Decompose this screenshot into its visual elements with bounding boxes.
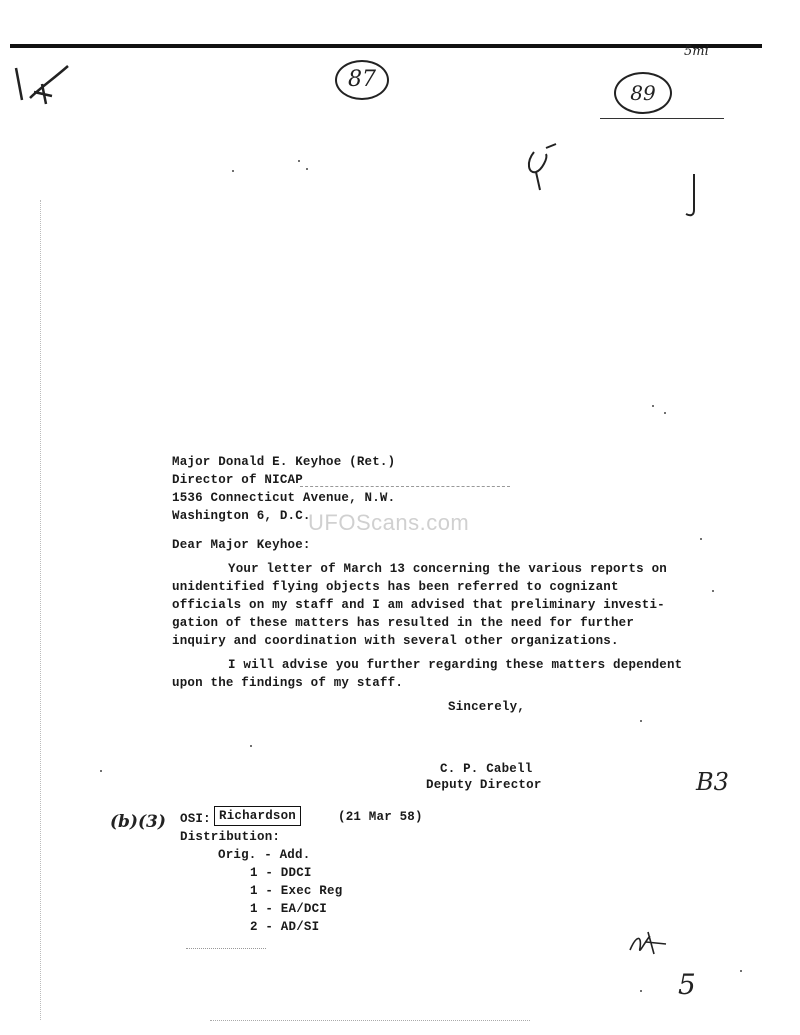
speck — [664, 412, 666, 414]
body-p1-line-4: gation of these matters has resulted in the need for further — [172, 616, 635, 630]
handwritten-number: 5 — [678, 968, 696, 1001]
distribution-item: 1 - DDCI — [250, 866, 312, 880]
page-number-right-text: 89 — [630, 81, 656, 105]
annotation-b3: B3 — [696, 768, 729, 796]
check-mark-icon — [522, 142, 562, 194]
redaction-mark: (b)(3) — [110, 812, 166, 832]
page-number-text: 87 — [348, 67, 376, 92]
speck — [712, 590, 714, 592]
body-p2-line-1: I will advise you further regarding these matters dependent — [228, 658, 683, 672]
originator-date: (21 Mar 58) — [338, 810, 423, 824]
faint-smudge — [186, 948, 266, 949]
speck — [100, 770, 102, 772]
originator-name: Richardson — [219, 809, 297, 823]
distribution-item: 2 - AD/SI — [250, 920, 320, 934]
left-margin-line — [40, 200, 42, 1020]
distribution-item: 1 - Exec Reg — [250, 884, 343, 898]
speck — [306, 168, 308, 170]
speck — [640, 990, 642, 992]
distribution-label: Distribution: — [180, 830, 281, 844]
circled-page-number — [335, 60, 389, 100]
recipient-line-3: 1536 Connecticut Avenue, N.W. — [172, 491, 396, 505]
speck — [740, 970, 742, 972]
originator-prefix: OSI: — [180, 812, 211, 826]
body-p2-line-2: upon the findings of my staff. — [172, 676, 404, 690]
speck — [640, 720, 642, 722]
recipient-line-2: Director of NICAP — [172, 473, 303, 487]
recipient-line-4: Washington 6, D.C. — [172, 509, 311, 523]
corner-mark: 5mi — [684, 44, 709, 59]
speck — [652, 405, 654, 407]
signature-title: Deputy Director — [426, 778, 542, 792]
body-p1-line-1: Your letter of March 13 concerning the various reports on — [228, 562, 667, 576]
speck — [232, 170, 234, 172]
recipient-line-1: Major Donald E. Keyhoe (Ret.) — [172, 455, 396, 469]
page-number-underline — [600, 118, 724, 119]
circled-page-number-right — [614, 72, 672, 114]
watermark: UFOScans.com — [308, 510, 470, 535]
signature-name: C. P. Cabell — [440, 762, 533, 776]
faint-smudge-bottom — [210, 1020, 530, 1021]
speck — [298, 160, 300, 162]
distribution-item: 1 - EA/DCI — [250, 902, 328, 916]
top-edge-rule — [10, 44, 762, 48]
body-p1-line-2: unidentified flying objects has been referred to cognizant — [172, 580, 619, 594]
distribution-item: Orig. - Add. — [218, 848, 311, 862]
speck — [250, 745, 252, 747]
speck — [700, 538, 702, 540]
salutation: Dear Major Keyhoe: — [172, 538, 311, 552]
initials-scribble-icon — [626, 926, 676, 960]
closing: Sincerely, — [448, 700, 526, 714]
body-p1-line-3: officials on my staff and I am advised that preliminary investi- — [172, 598, 665, 612]
faint-rule — [300, 486, 510, 487]
scribble-mark-icon — [12, 60, 72, 110]
originator-name-box — [214, 806, 301, 826]
body-p1-line-5: inquiry and coordination with several other organizations. — [172, 634, 619, 648]
bracket-mark-icon — [680, 170, 704, 220]
